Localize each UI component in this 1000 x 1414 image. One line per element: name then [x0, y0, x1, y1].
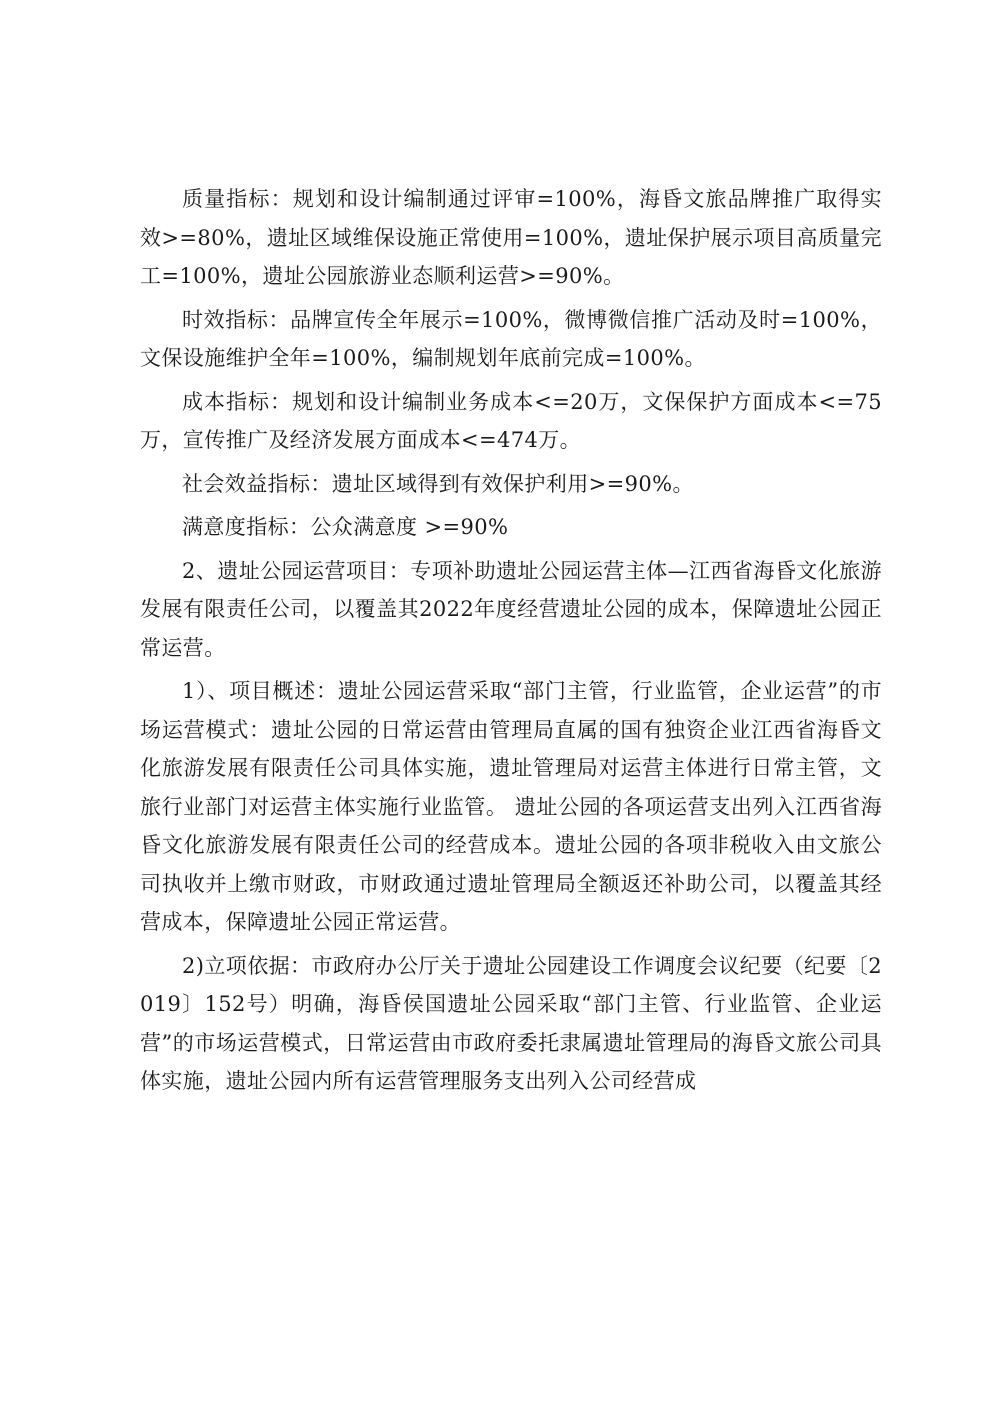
paragraph-quality-indicators: 质量指标：规划和设计编制通过评审=100%，海昏文旅品牌推广取得实效>=80%，遗址区域维保设施正常使用=100%，遗址保护展示项目高质量完工=100%，遗址公园旅游业态顺利运营>=90%。 — [140, 187, 882, 288]
paragraph-satisfaction-indicators: 满意度指标：公众满意度 >=90% — [182, 515, 509, 539]
paragraph-cost-indicators: 成本指标：规划和设计编制业务成本<=20万，文保保护方面成本<=75万，宣传推广及经济发展方面成本<=474万。 — [140, 389, 882, 452]
paragraph-park-operation-project: 2、遗址公园运营项目：专项补助遗址公园运营主体—江西省海昏文化旅游发展有限责任公司，以覆盖其2022年度经营遗址公园的成本，保障遗址公园正常运营。 — [140, 558, 882, 660]
paragraph-project-overview: 1）、项目概述：遗址公园运营采取“部门主管，行业监管，企业运营”的市场运营模式：遗址公园的日常运营由管理局直属的国有独资企业江西省海昏文化旅游发展有限责任公司具体实施，遗址管理局对运营主体进行日常主管，文旅行业部门对运营主体实施行业监管。 遗址公园的各项运营支出列入江西省海昏文化旅游发展有限责任公司的经营成本。遗址公园的各项非税收入由文旅公司执收并上缴市财政，市财政通过遗址管理局全额返还补助公司，以覆盖其经营成本，保障遗址公园正常运营。 — [140, 679, 882, 934]
document-body — [140, 180, 882, 1106]
paragraph-project-basis: 2)立项依据：市政府办公厅关于遗址公园建设工作调度会议纪要（纪要〔2019〕152号）明确，海昏侯国遗址公园采取“部门主管、行业监管、企业运营”的市场运营模式，日常运营由市政府委托隶属遗址管理局的海昏文旅公司具体实施，遗址公园内所有运营管理服务支出列入公司经营成 — [140, 953, 882, 1093]
paragraph-social-benefit-indicators: 社会效益指标：遗址区域得到有效保护利用>=90%。 — [182, 471, 694, 496]
paragraph-timeliness-indicators: 时效指标：品牌宣传全年展示=100%，微博微信推广活动及时=100%，文保设施维护全年=100%，编制规划年底前完成=100%。 — [140, 307, 882, 370]
